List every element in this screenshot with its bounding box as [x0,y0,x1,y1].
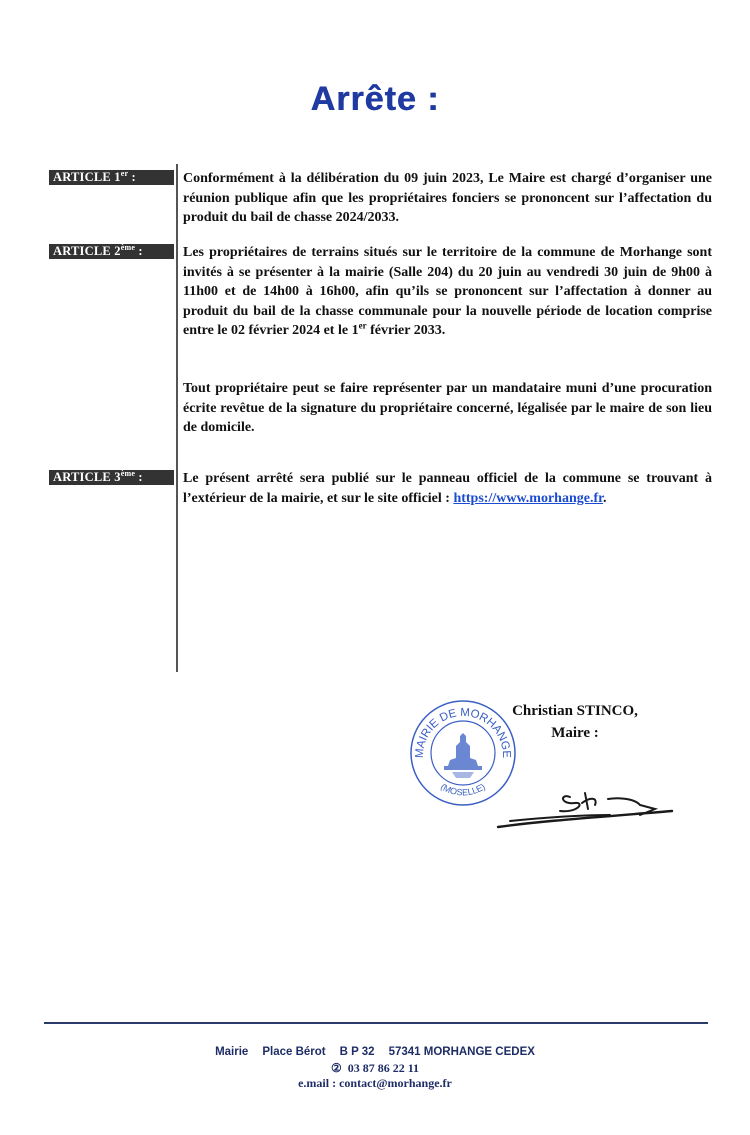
stamp-text-top: MAIRIE DE MORHANGE [413,706,513,759]
article-3-label: ARTICLE 3ème : [49,470,174,485]
footer-divider [44,1022,708,1024]
handwritten-signature [490,775,680,835]
stamp-emblem-icon [444,733,482,778]
article-1-text: Conformément à la délibération du 09 juin 2023, Le Maire est chargé d’organiser une réunion publique afin que les propriétaires fonciers se prononcent sur l’affectation du produit du bail de chasse 2024/2033. [183,171,712,225]
website-link[interactable]: https://www.morhange.fr [453,490,604,506]
article-3-text: Le présent arrêté sera publié sur le panneau officiel de la commune se trouvant à l’extérieur de la mairie, et sur le site officiel : https://www.morhange.fr. [183,471,712,506]
signatory-role: Maire : [551,725,599,741]
footer-phone: ② 03 87 86 22 11 [330,1061,420,1075]
page-title: Arrête : [310,80,440,118]
article-divider-line [176,164,178,672]
signatory-block [500,700,650,744]
article-2-label: ARTICLE 2ème : [49,244,174,259]
footer-email: e.mail : contact@morhange.fr [298,1076,452,1090]
footer-address: Mairie Place Bérot B P 32 57341 MORHANGE CEDEX [215,1046,535,1058]
signatory-name: Christian STINCO, [512,703,638,719]
article-2-text-2: Tout propriétaire peut se faire représenter par un mandataire muni d’une procuration écrite revêtue de la signature du propriétaire concerné, légalisée par le maire de son lieu de domicile. [183,381,712,435]
article-1-label: ARTICLE 1er : [49,170,174,185]
phone-icon: ② [330,1061,342,1075]
article-2-text: Les propriétaires de terrains situés sur le territoire de la commune de Morhange sont invités à se présenter à la mairie (Salle 204) du 20 juin au vendredi 30 juin de 9h00 à 11h00 et de 14h00 à 16h00, afin qu’ils se prononcent sur l’affectation à donner au produit du bail de la chasse communale pour la nouvelle période de location comprise entre le 02 février 2024 et le 1er février 2033. [183,245,712,338]
stamp-text-bottom: (MOSELLE) [438,781,488,798]
